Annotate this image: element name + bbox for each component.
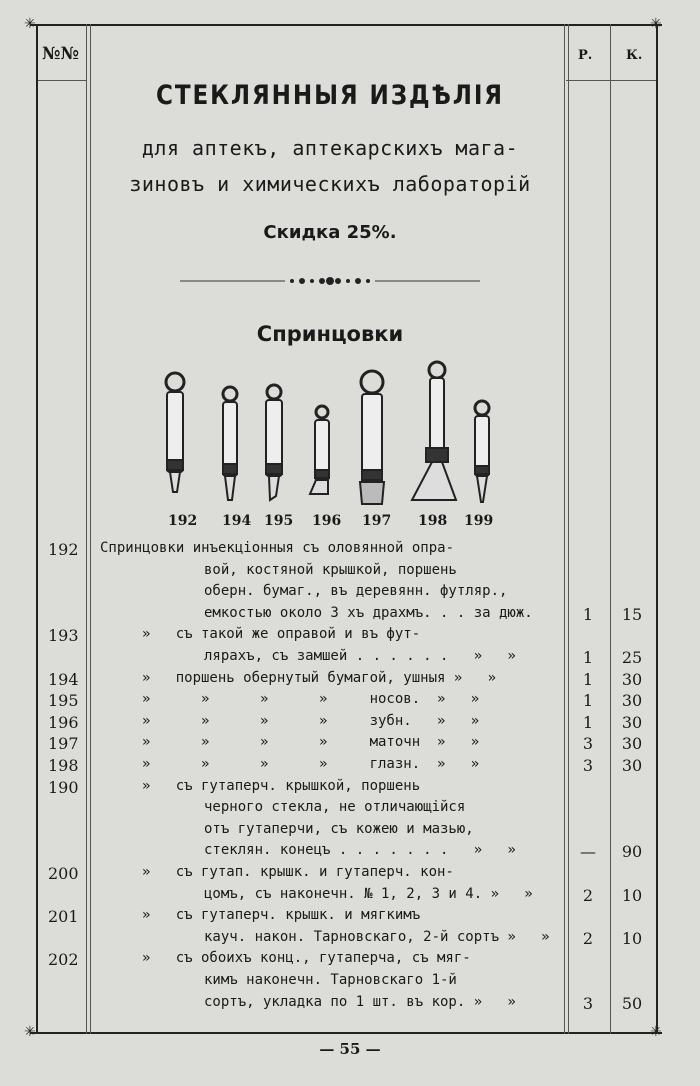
item-number: 193	[48, 626, 79, 646]
item-description: » съ гутап. крышк. и гутаперч. кон-	[142, 864, 454, 880]
corner-star-icon: ✳	[24, 16, 36, 32]
subtitle-line-1: для аптекъ, аптекарскихъ мага-	[141, 136, 519, 160]
price-kopecks: 30	[621, 712, 643, 732]
price-rubles: 3	[582, 756, 594, 775]
price-rubles: 2	[582, 928, 594, 948]
price-row	[0, 821, 700, 843]
header-rubles-column: Р.	[578, 48, 593, 63]
corner-star-icon: ✳	[650, 16, 662, 32]
price-row	[0, 799, 700, 821]
syringe-198-icon	[412, 362, 456, 500]
price-kopecks: 30	[621, 734, 643, 754]
item-description: емкостью около 3 хъ драхмъ. . . за дюж.	[204, 604, 533, 621]
item-number: 195	[48, 691, 79, 711]
item-description: » » » » маточн » »	[142, 734, 480, 751]
corner-star-icon: ✳	[650, 1024, 662, 1040]
price-kopecks: 10	[621, 885, 643, 905]
price-row	[0, 886, 700, 908]
price-rubles: 3	[582, 993, 594, 1013]
figure-label: 195	[264, 513, 294, 529]
item-description: » » » » глазн. » »	[142, 756, 480, 772]
page-title: СТЕКЛЯННЫЯ ИЗДѢЛІЯ	[156, 80, 504, 111]
price-rubles: 3	[582, 734, 594, 754]
item-number: 194	[48, 669, 79, 689]
item-description: кауч. након. Тарновскаго, 2-й сортъ » »	[204, 928, 550, 945]
price-rubles: 1	[582, 648, 594, 667]
price-row	[0, 605, 700, 627]
price-row	[0, 842, 700, 864]
price-row	[0, 713, 700, 735]
price-row	[0, 540, 700, 562]
price-row	[0, 907, 700, 929]
discount-text: Скидка 25%.	[263, 222, 397, 243]
figure-label: 198	[418, 513, 448, 529]
item-description: » » » » зубн. » »	[142, 712, 480, 729]
item-number: 202	[48, 950, 79, 970]
item-number: 190	[48, 777, 79, 797]
item-description: лярахъ, съ замшей . . . . . . » »	[204, 648, 516, 664]
item-description: отъ гутаперчи, съ кожею и мазью,	[204, 820, 474, 837]
section-heading: Спринцовки	[256, 322, 404, 346]
item-number: 200	[48, 864, 79, 883]
price-kopecks: 50	[621, 993, 643, 1013]
item-number: 201	[48, 907, 79, 927]
figure-label: 194	[222, 513, 252, 529]
price-rubles: 1	[582, 712, 594, 732]
corner-star-icon: ✳	[24, 1024, 36, 1040]
syringe-196-icon	[310, 406, 329, 494]
price-kopecks: 10	[621, 928, 643, 948]
item-description: оберн. бумаг., въ деревянн. футляр.,	[204, 583, 508, 600]
ornament-divider-icon	[180, 276, 480, 286]
header-underline	[38, 80, 86, 81]
page-number: — 55 —	[319, 1040, 381, 1058]
price-row	[0, 929, 700, 951]
item-description: » съ обоихъ конц., гутаперча, съ мяг-	[142, 950, 471, 967]
item-description: стеклян. конецъ . . . . . . . » »	[204, 842, 516, 859]
price-kopecks: 30	[621, 669, 643, 689]
price-row	[0, 864, 700, 886]
price-row	[0, 583, 700, 605]
price-row	[0, 626, 700, 648]
price-kopecks: 30	[621, 756, 643, 775]
header-number-column: №№	[42, 44, 79, 64]
price-rubles: 2	[582, 885, 594, 905]
price-kopecks: 30	[621, 691, 643, 711]
header-kopecks-column: К.	[626, 48, 643, 63]
item-number: 197	[48, 734, 79, 754]
subtitle-line-2: зиновъ и химическихъ лабораторій	[129, 172, 531, 196]
item-number: 196	[48, 712, 79, 732]
figure-label: 199	[464, 513, 494, 529]
header-underline-right	[566, 80, 656, 81]
price-rubles: 1	[582, 669, 594, 689]
figure-label: 192	[168, 513, 198, 529]
syringe-199-icon	[475, 401, 489, 502]
item-description: кимъ наконечн. Тарновскаго 1-й	[204, 972, 457, 988]
price-kopecks: 15	[621, 604, 643, 624]
price-row	[0, 756, 700, 778]
figure-label: 197	[362, 513, 392, 529]
syringe-194-icon	[223, 387, 237, 500]
price-row	[0, 562, 700, 584]
price-rubles: —	[580, 842, 596, 862]
price-row	[0, 734, 700, 756]
item-description: цомъ, съ наконечн. № 1, 2, 3 и 4. » »	[204, 885, 533, 902]
item-description: » поршень обернутый бумагой, ушныя » »	[142, 669, 497, 686]
price-rubles: 1	[582, 691, 594, 711]
item-description: » съ гутаперч. крышк. и мягкимъ	[142, 907, 421, 924]
syringe-illustrations	[150, 360, 510, 510]
figure-label: 196	[312, 513, 342, 529]
price-row	[0, 648, 700, 670]
syringe-192-icon	[166, 373, 184, 492]
price-row	[0, 972, 700, 994]
syringe-197-icon	[360, 371, 384, 504]
item-description: Спринцовки инъекціонныя съ оловянной опра-	[100, 540, 455, 556]
item-description: черного стекла, не отличающійся	[204, 799, 466, 816]
item-description: » съ такой же оправой и въ фут-	[142, 626, 421, 643]
price-row	[0, 670, 700, 692]
item-number: 192	[48, 540, 79, 559]
item-description: » съ гутаперч. крышкой, поршень	[142, 777, 421, 794]
price-kopecks: 90	[621, 842, 643, 862]
item-number: 198	[48, 756, 79, 775]
item-description: сортъ, укладка по 1 шт. въ кор. » »	[204, 993, 516, 1010]
price-rubles: 1	[582, 604, 594, 624]
price-row	[0, 691, 700, 713]
item-description: » » » » носов. » »	[142, 691, 480, 708]
price-kopecks: 25	[621, 648, 643, 667]
price-row	[0, 950, 700, 972]
item-description: вой, костяной крышкой, поршень	[204, 561, 457, 578]
syringe-195-icon	[266, 385, 282, 500]
price-row	[0, 994, 700, 1016]
price-row	[0, 778, 700, 800]
